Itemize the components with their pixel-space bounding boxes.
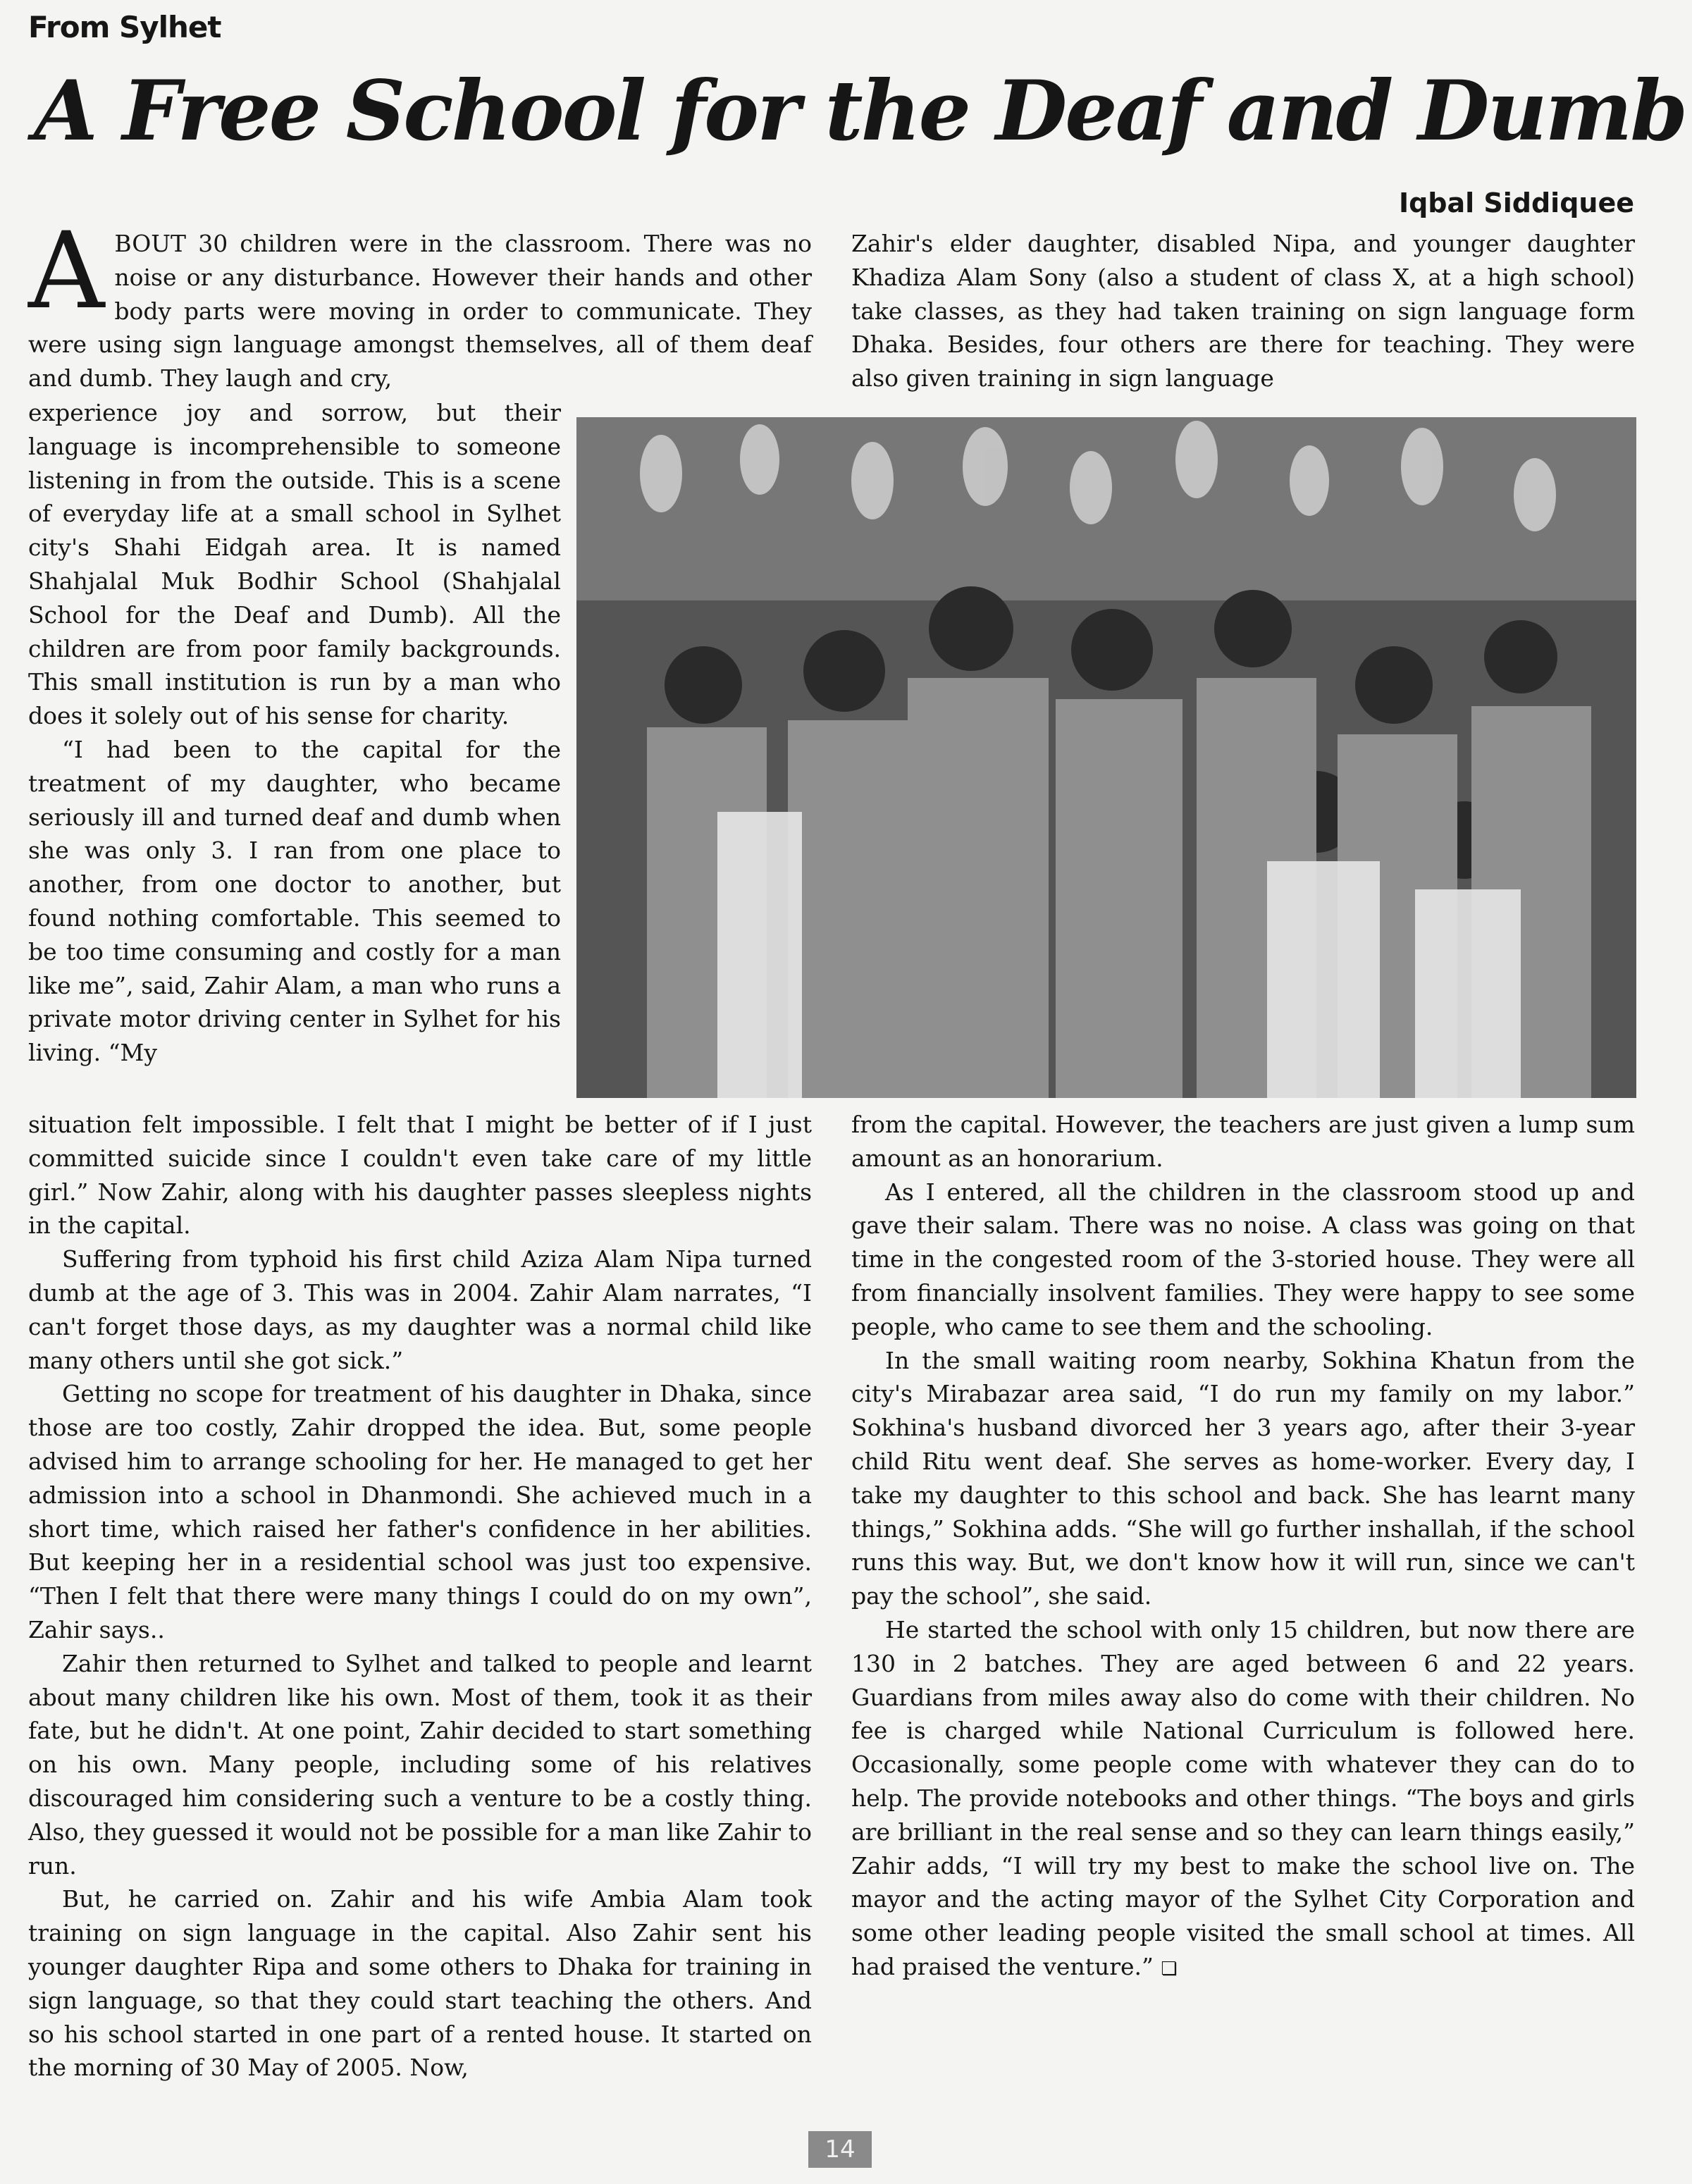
- paragraph: experience joy and sorrow, but their language is incomprehensible to someone listening in from the outside. This is a scene of everyday life at a small school in Sylhet city's Shahi Eidgah area. It is named Shahjalal Muk Bodhir School (Shahjalal School for the Deaf and Dumb). All the children are from poor family backgrounds. This small institution is run by a man who does it solely out of his sense for charity.: [28, 399, 561, 730]
- paragraph: He started the school with only 15 children, but now there are 130 in 2 batches. They are aged between 6 and 22 years. Guardians from miles away also do come with their children. No fee is charged while National Curriculum is followed here. Occasionally, some people come with whatever they can do to help. The provide notebooks and other things. “The boys and girls are brilliant in the real sense and so they can learn things easily,” Zahir adds, “I will try my best to make the school live on. The mayor and the acting mayor of the Sylhet City Corporation and some other leading people visited the small school at times. All had praised the venture.” ❏: [851, 1615, 1635, 1980]
- section-label: From Sylhet: [28, 10, 221, 44]
- paragraph: But, he carried on. Zahir and his wife Ambia Alam took training on sign language in the capital. Also Zahir sent his younger daughter Ripa and some others to Dhaka for training in sign language, so that they could start teaching the others. And so his school started in one part of a rented house. It started on the morning of 30 May of 2005. Now,: [28, 1885, 812, 2082]
- paragraph: In the small waiting room nearby, Sokhina Khatun from the city's Mirabazar area said, “I do run my family on my labor.” Sokhina's husband divorced her 3 years ago, after their 3-year child Ritu went deaf. She serves as home-worker. Every day, I take my daughter to this school and back. She has learnt many things,” Sokhina adds. “She will go further inshallah, if the school runs this way. But, we don't know how it will run, since we can't pay the school”, she said.: [851, 1346, 1635, 1610]
- headline: A Free School for the Deaf and Dumb: [34, 62, 1686, 159]
- column-right-bottom: [851, 1108, 1635, 1987]
- children-raising-hands-image: [576, 417, 1636, 1098]
- column-left-top: [28, 210, 812, 395]
- paragraph: Getting no scope for treatment of his daughter in Dhaka, since those are too costly, Zahir dropped the idea. But, some people advised him to arrange schooling for her. He managed to get her admission into a school in Dhanmondi. She achieved much in a short time, which raised her father's confidence in her abilities. But keeping her in a residential school was just too expensive. “Then I felt that there were many things I could do on my own”, Zahir says..: [28, 1380, 812, 1643]
- end-mark-icon: ❏: [1161, 1958, 1178, 1980]
- column-right-top: [851, 227, 1635, 395]
- paragraph: from the capital. However, the teachers are just given a lump sum amount as an honorarium.: [851, 1111, 1635, 1172]
- column-left-bottom: [28, 1108, 812, 2085]
- column-left-narrow: [28, 396, 561, 1070]
- paragraph: ABOUT 30 children were in the classroom. There was no noise or any disturbance. However their hands and other body parts were moving in order to communicate. They were using sign language amongst themselves, all of them deaf and dumb. They laugh and cry,: [28, 210, 812, 393]
- paragraph: Zahir then returned to Sylhet and talked to people and learnt about many children like his own. Most of them, took it as their fate, but he didn't. At one point, Zahir decided to start something on his own. Many people, including some of his relatives discouraged him considering such a venture to be a costly thing. Also, they guessed it would not be possible for a man like Zahir to run.: [28, 1649, 812, 1880]
- byline: Iqbal Siddiquee: [1398, 187, 1634, 218]
- classroom-photo: [576, 417, 1636, 1098]
- drop-cap: A: [28, 210, 105, 333]
- paragraph: As I entered, all the children in the classroom stood up and gave their salam. There was no noise. A class was going on that time in the congested room of the 3-storied house. They were all from financially insolvent families. They were happy to see some people, who came to see them and the schooling.: [851, 1178, 1635, 1340]
- page-number: 14: [808, 2131, 872, 2168]
- paragraph: “I had been to the capital for the treatment of my daughter, who became seriously ill and turned deaf and dumb when she was only 3. I ran from one place to another, from one doctor to another, but found nothing comfortable. This seemed to be too time consuming and costly for a man like me”, said, Zahir Alam, a man who runs a private motor driving center in Sylhet for his living. “My: [28, 735, 561, 1067]
- paragraph: Suffering from typhoid his first child Aziza Alam Nipa turned dumb at the age of 3. This was in 2004. Zahir Alam narrates, “I can't forget those days, as my daughter was a normal child like many others until she got sick.”: [28, 1245, 812, 1374]
- paragraph: situation felt impossible. I felt that I might be better of if I just committed suicide since I couldn't even take care of my little girl.” Now Zahir, along with his daughter passes sleepless nights in the capital.: [28, 1111, 812, 1240]
- paragraph: Zahir's elder daughter, disabled Nipa, and younger daughter Khadiza Alam Sony (also a student of class X, at a high school) take classes, as they had taken training on sign language form Dhaka. Besides, four others are there for teaching. They were also given training in sign language: [851, 230, 1635, 393]
